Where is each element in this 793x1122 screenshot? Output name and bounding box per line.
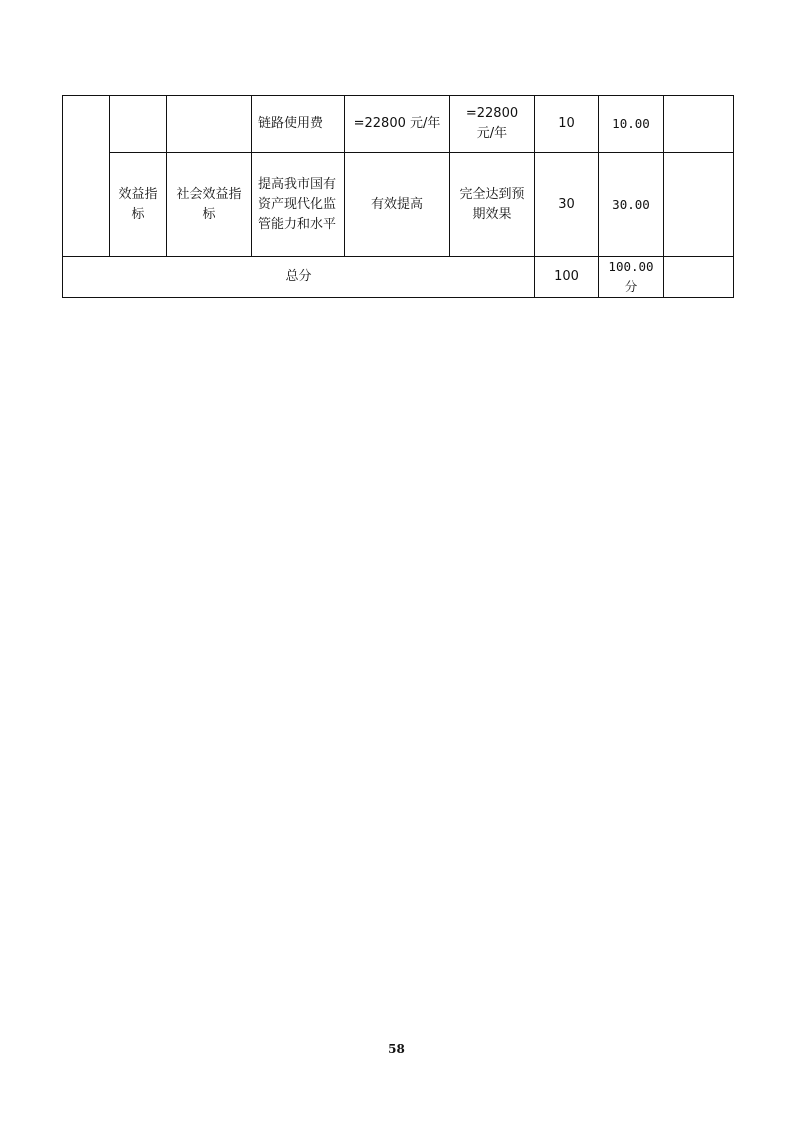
target-value-cell: 有效提高 [345, 153, 450, 257]
target-value-cell: =22800 元/年 [345, 96, 450, 153]
actual-value-cell: 完全达到预期效果 [450, 153, 535, 257]
total-weight: 100 [535, 257, 599, 298]
level1-cell: 效益指标 [110, 153, 167, 257]
category-cell [63, 96, 110, 257]
total-score: 100.00分 [599, 257, 664, 298]
score-cell: 30.00 [599, 153, 664, 257]
remark-cell [664, 153, 734, 257]
level2-cell [167, 96, 252, 153]
table-row [63, 96, 734, 153]
remark-cell [664, 96, 734, 153]
page-number: 58 [388, 1042, 405, 1056]
level2-cell: 社会效益指标 [167, 153, 252, 257]
table-row [63, 153, 734, 257]
total-label: 总分 [63, 257, 535, 298]
indicator-cell: 链路使用费 [252, 96, 345, 153]
performance-table [62, 95, 734, 298]
total-row [63, 257, 734, 298]
weight-cell: 30 [535, 153, 599, 257]
weight-cell: 10 [535, 96, 599, 153]
actual-value-cell: =22800 元/年 [450, 96, 535, 153]
total-remark [664, 257, 734, 298]
level1-cell [110, 96, 167, 153]
indicator-cell: 提高我市国有资产现代化监管能力和水平 [252, 153, 345, 257]
score-cell: 10.00 [599, 96, 664, 153]
